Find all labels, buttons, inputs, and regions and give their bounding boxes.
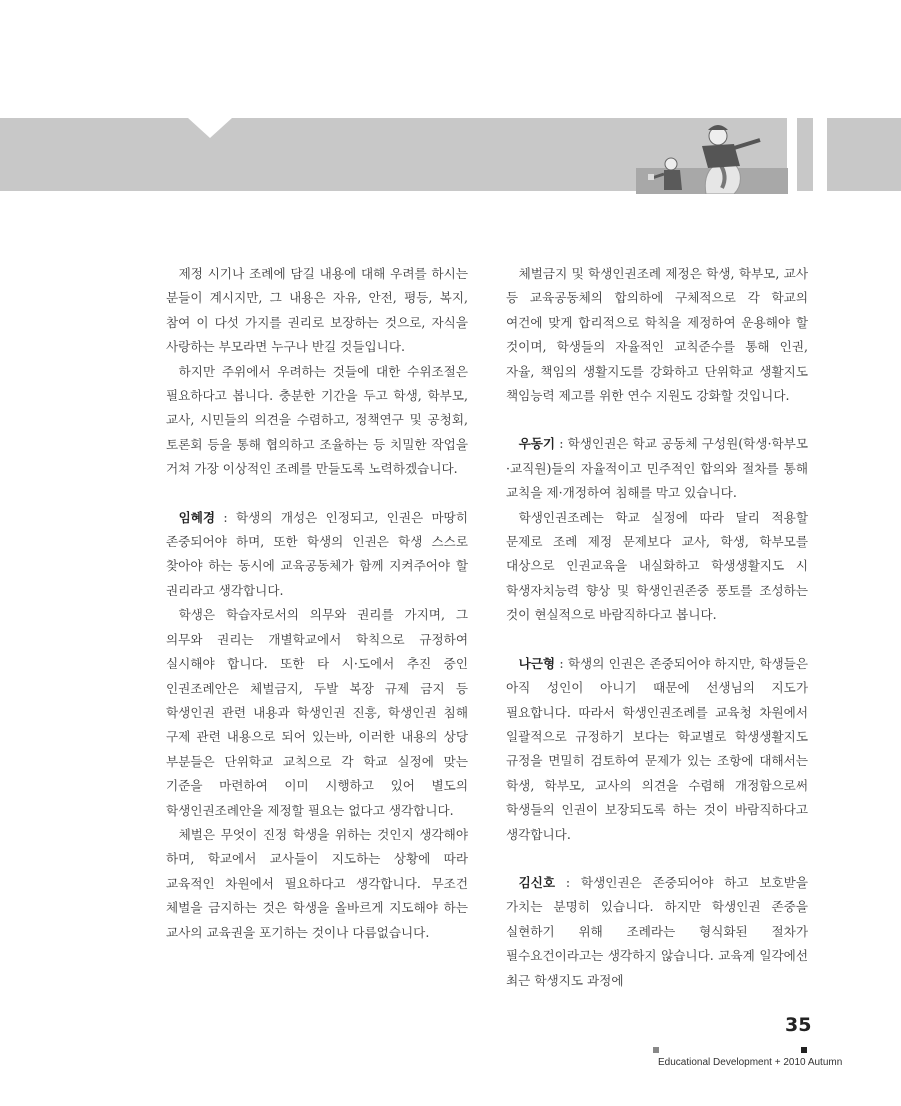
paragraph: 체벌은 무엇이 진정 학생을 위하는 것인지 생각해야 하며, 학교에서 교사들이 지도하는 상황에 따라 교육적인 차원에서 필요하다고 생각합니다. 무조건 체벌을 금지하는 것은 학생을 올바르게 지도해야 하는 교사의 교육권을 포기하는 것이나 다름없습니다.: [166, 826, 468, 940]
header-block: [797, 118, 813, 191]
left-column: [166, 262, 468, 945]
speaker-name: 김신호: [518, 874, 556, 890]
publication-footer: Educational Development + 2010 Autumn: [658, 1057, 843, 1068]
header-notch: [188, 118, 232, 138]
paragraph: 하지만 주위에서 우려하는 것들에 대한 수위조절은 필요하다고 봅니다. 충분한 기간을 두고 학생, 학부모, 교사, 시민들의 의견을 수렴하고, 정책연구 및 공청회, 토론회 등을 통해 협의하고 조율하는 등 치밀한 작업을 거쳐 가장 이상적인 조례를 만들도록 노력하겠습니다.: [166, 363, 468, 477]
paragraph: 제정 시기나 조례에 담길 내용에 대해 우려를 하시는 분들이 계시지만, 그 내용은 자유, 안전, 평등, 복지, 참여 이 다섯 가지를 권리로 보장하는 것으로, 자식을 사랑하는 부모라면 누구나 반길 것들입니다.: [166, 266, 468, 355]
header-illustration: [636, 112, 788, 194]
footer-square-icon: [653, 1047, 659, 1053]
statement-text: : 학생인권은 존중되어야 하고 보호받을 가치는 분명히 있습니다. 하지만 학생인권 존중을 실현하기 위해 조례라는 형식화된 절차가 필수요건이라고는 생각하지 않습니다. 교육계 일각에선 최근 학생지도 과정에: [506, 874, 808, 988]
statement-text: : 학생의 개성은 인정되고, 인권은 마땅히 존중되어야 하며, 또한 학생의 인권은 학생 스스로 찾아야 하는 동시에 교육공동체가 함께 지켜주어야 할 권리라고 생각합니다.: [166, 509, 468, 598]
footer-square-icon: [801, 1047, 807, 1053]
speaker-name: 임혜경: [178, 509, 216, 525]
statement-text: : 학생의 인권은 존중되어야 하지만, 학생들은 아직 성인이 아니기 때문에 선생님의 지도가 필요합니다. 따라서 학생인권조례를 교육청 차원에서 일괄적으로 규정하기 보다는 학교별로 학생생활지도 규정을 면밀히 검토하여 문제가 있는 조항에 대해서는 학생, 학부모, 교사의 의견을 수렴해 개정함으로써 학생들의 인권이 보장되도록 하는 것이 바람직하다고 생각합니다.: [506, 655, 808, 842]
page-number: 35: [785, 1014, 812, 1036]
speaker-name: 우동기: [518, 436, 556, 452]
speaker-statement: [506, 652, 808, 847]
statement-text: : 학생인권은 학교 공동체 구성원(학생·학부모·교직원)들의 자율적이고 민주적인 합의와 절차를 통해 교칙을 제·개정하여 침해를 막고 있습니다.: [506, 436, 808, 501]
speaker-statement: [166, 506, 468, 604]
speaker-statement: [506, 432, 808, 505]
paragraph: 학생은 학습자로서의 의무와 권리를 가지며, 그 의무와 권리는 개별학교에서 학칙으로 규정하여 실시해야 합니다. 또한 타 시·도에서 추진 중인 인권조례안은 체벌금지, 두발 복장 규제 금지 등 학생인권 관련 내용과 학생인권 진흥, 학생인권 침해 구제 관련 내용으로 되어 있는바, 이러한 내용의 상당 부분들은 단위학교 교칙으로 각 학교 실정에 맞는 기준을 마련하여 이미 시행하고 있어 별도의 학생인권조례안을 제정할 필요는 없다고 생각합니다.: [166, 607, 468, 818]
paragraph: 학생인권조례는 학교 실정에 따라 달리 적용할 문제로 조례 제정 문제보다 교사, 학생, 학부모를 대상으로 인권교육을 내실화하고 학생생활지도 시 학생자치능력 향상 및 학생인권존중 풍토를 조성하는 것이 현실적으로 바람직하다고 봅니다.: [506, 509, 808, 623]
paragraph: 체벌금지 및 학생인권조례 제정은 학생, 학부모, 교사 등 교육공동체의 합의하에 구체적으로 각 학교의 여건에 맞게 합리적으로 학칙을 제정하여 운용해야 할 것이며, 학생들의 자율적인 교칙준수를 통해 인권, 자율, 책임의 생활지도를 강화하고 단위학교 생활지도 책임능력 제고를 위한 연수 지원도 강화할 것입니다.: [506, 266, 808, 404]
header-tail: [827, 118, 901, 191]
header-gap: [787, 118, 797, 191]
header-gap-2: [813, 118, 827, 191]
speaker-statement: [506, 871, 808, 993]
speaker-name: 나근형: [518, 655, 556, 671]
right-column: [506, 262, 808, 993]
